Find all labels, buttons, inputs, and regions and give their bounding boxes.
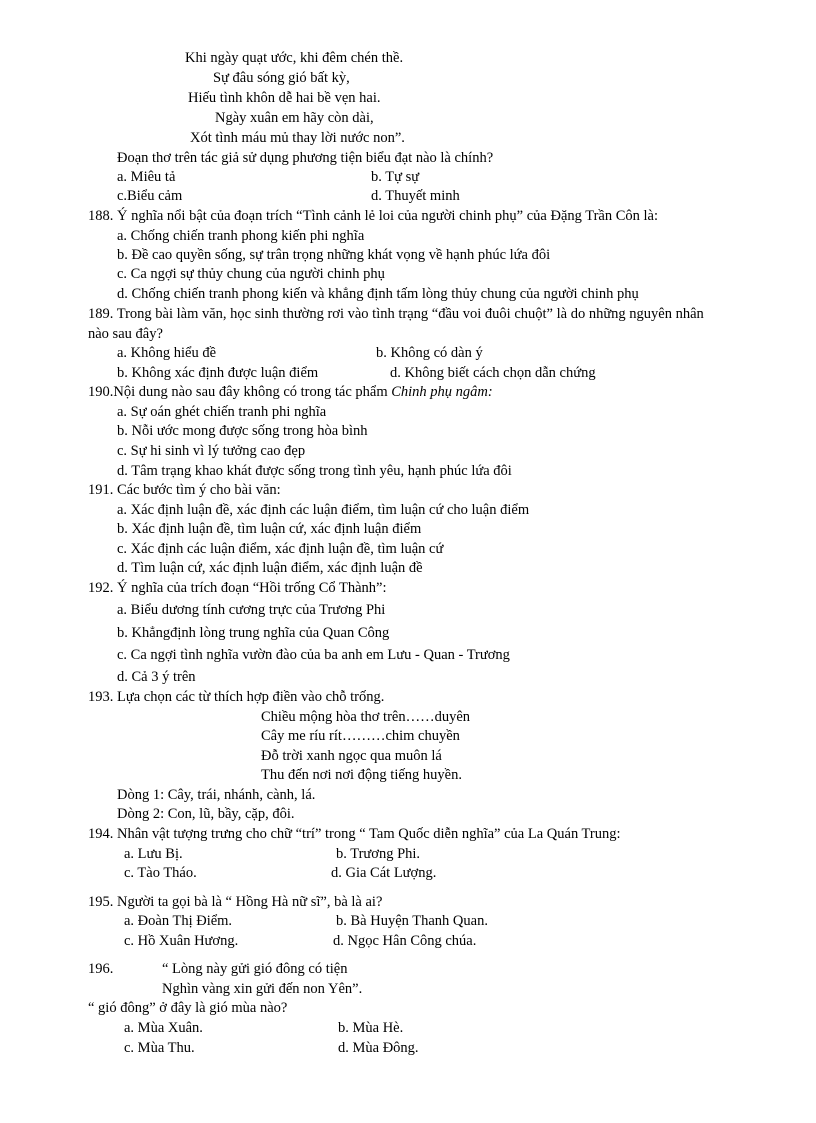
q194-option-b: b. Trương Phi. — [336, 846, 421, 862]
q195-option-c: c. Hồ Xuân Hương. — [124, 933, 239, 949]
q189-option-b: b. Không có dàn ý — [376, 345, 483, 361]
q193-poem-line-1: Chiều mộng hòa thơ trên……duyên — [261, 709, 471, 725]
question-190-stem — [88, 383, 493, 401]
q189-option-c: b. Không xác định được luận điểm — [117, 365, 319, 381]
q192-option-c: c. Ca ngợi tình nghĩa vườn đào của ba anh em Lưu - Quan - Trương — [117, 647, 510, 663]
q191-option-c: c. Xác định các luận điểm, xác định luận đề, tìm luận cứ — [117, 541, 444, 557]
q193-row-2: Dòng 2: Con, lũ, bầy, cặp, đôi. — [117, 806, 295, 822]
q193-poem-line-2: Cây me ríu rít………chim chuyền — [261, 728, 460, 744]
q193-poem-line-4: Thu đến nơi nơi động tiếng huyền. — [261, 767, 462, 783]
q187-option-b: b. Tự sự — [371, 169, 420, 185]
q190-option-b: b. Nỗi ước mong được sống trong hòa bình — [117, 423, 368, 439]
q190-work-title: Chinh phụ ngâm: — [391, 384, 493, 400]
q192-option-a: a. Biểu dương tính cương trực của Trương Phi — [117, 602, 386, 618]
q187-option-c: c.Biểu cảm — [117, 188, 183, 204]
q191-option-a: a. Xác định luận đề, xác định các luận điểm, tìm luận cứ cho luận điểm — [117, 502, 530, 518]
q190-option-a: a. Sự oán ghét chiến tranh phi nghĩa — [117, 404, 327, 420]
question-196-stem: “ gió đông” ở đây là gió mùa nào? — [88, 1000, 288, 1016]
q194-option-a: a. Lưu Bị. — [124, 846, 183, 862]
q195-option-a: a. Đoàn Thị Điểm. — [124, 913, 233, 929]
q196-option-c: c. Mùa Thu. — [124, 1040, 195, 1056]
q191-option-b: b. Xác định luận đề, tìm luận cứ, xác định luận điểm — [117, 521, 422, 537]
question-195-stem: 195. Người ta gọi bà là “ Hồng Hà nữ sĩ”, bà là ai? — [88, 894, 383, 910]
q188-option-b: b. Đề cao quyền sống, sự trân trọng những khát vọng về hạnh phúc lứa đôi — [117, 247, 551, 263]
question-192-stem: 192. Ý nghĩa của trích đoạn “Hồi trống Cổ Thành”: — [88, 580, 387, 596]
question-191-stem: 191. Các bước tìm ý cho bài văn: — [88, 482, 281, 498]
q193-poem-line-3: Đỗ trời xanh ngọc qua muôn lá — [261, 748, 442, 764]
question-188-stem: 188. Ý nghĩa nổi bật của đoạn trích “Tình cảnh lẻ loi của người chinh phụ” của Đặng Trần Côn là: — [88, 208, 659, 224]
q194-option-d: d. Gia Cát Lượng. — [331, 865, 437, 881]
q192-option-d: d. Cả 3 ý trên — [117, 669, 196, 685]
question-189-stem-cont: nào sau đây? — [88, 326, 163, 342]
question-193-stem: 193. Lựa chọn các từ thích hợp điền vào chỗ trống. — [88, 689, 385, 705]
poem-line-2: Sự đâu sóng gió bất kỳ, — [213, 70, 350, 86]
poem-line-4: Ngày xuân em hãy còn dài, — [215, 110, 374, 126]
q192-option-b: b. Khẳngđịnh lòng trung nghĩa của Quan Công — [117, 625, 390, 641]
question-189-stem: 189. Trong bài làm văn, học sinh thường rơi vào tình trạng “đầu voi đuôi chuột” là do những nguyên nhân — [88, 306, 704, 322]
q189-option-d: d. Không biết cách chọn dẫn chứng — [390, 365, 596, 381]
q190-stem-text: 190.Nội dung nào sau đây không có trong tác phẩm — [88, 384, 392, 400]
q193-row-1: Dòng 1: Cây, trái, nhánh, cành, lá. — [117, 787, 316, 803]
q196-verse-2: Nghìn vàng xin gửi đến non Yên”. — [162, 981, 363, 997]
q196-option-b: b. Mùa Hè. — [338, 1020, 404, 1036]
question-196-number: 196. — [88, 961, 114, 977]
q196-verse-1: “ Lòng này gửi gió đông có tiện — [162, 961, 348, 977]
q187-option-d: d. Thuyết minh — [371, 188, 460, 204]
q190-option-d: d. Tâm trạng khao khát được sống trong tình yêu, hạnh phúc lứa đôi — [117, 463, 512, 479]
question-187-stem: Đoạn thơ trên tác giả sử dụng phương tiện biểu đạt nào là chính? — [117, 150, 494, 166]
q195-option-d: d. Ngọc Hân Công chúa. — [333, 933, 477, 949]
q188-option-d: d. Chống chiến tranh phong kiến và khẳng định tấm lòng thủy chung của người chinh phụ — [117, 286, 639, 302]
q196-option-d: d. Mùa Đông. — [338, 1040, 419, 1056]
poem-line-1: Khi ngày quạt ước, khi đêm chén thề. — [185, 50, 404, 66]
q188-option-c: c. Ca ngợi sự thủy chung của người chinh phụ — [117, 266, 385, 282]
q194-option-c: c. Tào Tháo. — [124, 865, 197, 881]
q195-option-b: b. Bà Huyện Thanh Quan. — [336, 913, 488, 929]
q188-option-a: a. Chống chiến tranh phong kiến phi nghĩa — [117, 228, 365, 244]
question-194-stem: 194. Nhân vật tượng trưng cho chữ “trí” trong “ Tam Quốc diễn nghĩa” của La Quán Trung: — [88, 826, 621, 842]
poem-line-3: Hiếu tình khôn dễ hai bề vẹn hai. — [188, 90, 381, 106]
q187-option-a: a. Miêu tả — [117, 169, 176, 185]
poem-line-5: Xót tình máu mủ thay lời nước non”. — [190, 130, 405, 146]
q191-option-d: d. Tìm luận cứ, xác định luận điểm, xác định luận đề — [117, 560, 423, 576]
q196-option-a: a. Mùa Xuân. — [124, 1020, 203, 1036]
q190-option-c: c. Sự hi sinh vì lý tưởng cao đẹp — [117, 443, 306, 459]
q189-option-a: a. Không hiểu đề — [117, 345, 217, 361]
